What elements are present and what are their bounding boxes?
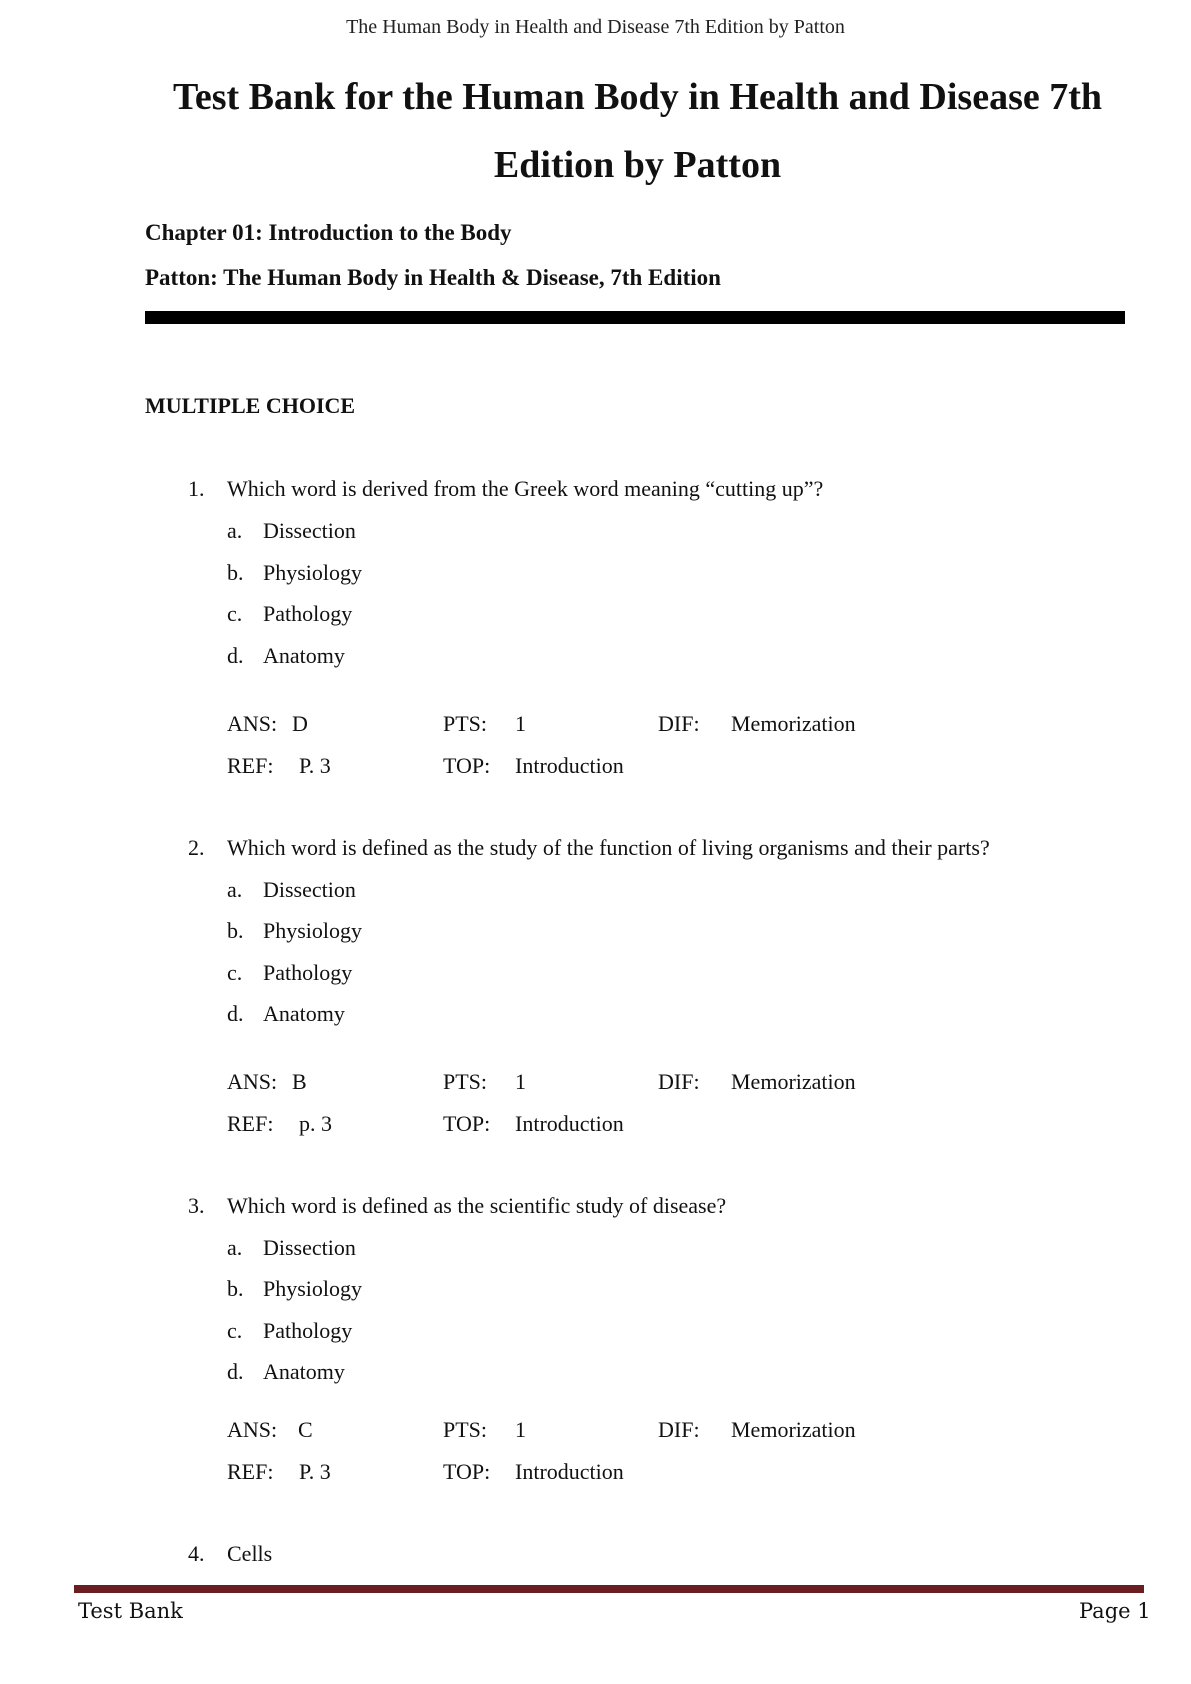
document-title-line-2: Edition by Patton bbox=[493, 144, 782, 186]
question-number: 1. bbox=[188, 476, 205, 501]
option-letter: c. bbox=[227, 601, 243, 626]
option-text: Anatomy bbox=[263, 643, 345, 668]
question-text: Which word is defined as the study of the function of living organisms and their parts? bbox=[227, 835, 990, 860]
option-text: Physiology bbox=[263, 1276, 363, 1301]
option-letter: b. bbox=[227, 560, 244, 585]
option-text: Dissection bbox=[263, 877, 356, 902]
answer-label: ANS: bbox=[227, 1417, 278, 1442]
difficulty-value: Memorization bbox=[731, 1069, 856, 1094]
topic-label: TOP: bbox=[443, 1459, 491, 1484]
option-letter: b. bbox=[227, 918, 244, 943]
document-title-line-1: Test Bank for the Human Body in Health and Disease 7th bbox=[172, 76, 1103, 118]
points-value: 1 bbox=[515, 1417, 526, 1442]
topic-value: Introduction bbox=[515, 1111, 624, 1136]
difficulty-value: Memorization bbox=[731, 1417, 856, 1442]
option-text: Dissection bbox=[263, 518, 356, 543]
option-text: Anatomy bbox=[263, 1001, 345, 1026]
running-header: The Human Body in Health and Disease 7th Edition by Patton bbox=[346, 16, 845, 38]
option-letter: a. bbox=[227, 518, 243, 543]
reference-value: p. 3 bbox=[299, 1111, 332, 1136]
difficulty-value: Memorization bbox=[731, 711, 856, 736]
answer-value: C bbox=[298, 1417, 313, 1442]
option-letter: d. bbox=[227, 1359, 244, 1384]
option-text: Physiology bbox=[263, 918, 363, 943]
option-text: Pathology bbox=[263, 601, 353, 626]
option-text: Dissection bbox=[263, 1235, 356, 1260]
topic-value: Introduction bbox=[515, 753, 624, 778]
option-letter: b. bbox=[227, 1276, 244, 1301]
answer-label: ANS: bbox=[227, 1069, 278, 1094]
points-label: PTS: bbox=[443, 711, 488, 736]
option-text: Physiology bbox=[263, 560, 363, 585]
reference-label: REF: bbox=[227, 753, 274, 778]
difficulty-label: DIF: bbox=[658, 1417, 700, 1442]
option-letter: c. bbox=[227, 1318, 243, 1343]
option-letter: c. bbox=[227, 960, 243, 985]
section-heading: MULTIPLE CHOICE bbox=[145, 393, 356, 418]
points-value: 1 bbox=[515, 711, 526, 736]
reference-value: P. 3 bbox=[299, 753, 331, 778]
reference-label: REF: bbox=[227, 1111, 274, 1136]
answer-label: ANS: bbox=[227, 711, 278, 736]
book-reference-heading: Patton: The Human Body in Health & Disease, 7th Edition bbox=[145, 265, 721, 290]
topic-label: TOP: bbox=[443, 1111, 491, 1136]
topic-label: TOP: bbox=[443, 753, 491, 778]
answer-value: B bbox=[292, 1069, 307, 1094]
chapter-heading: Chapter 01: Introduction to the Body bbox=[145, 220, 512, 245]
points-value: 1 bbox=[515, 1069, 526, 1094]
points-label: PTS: bbox=[443, 1417, 488, 1442]
points-label: PTS: bbox=[443, 1069, 488, 1094]
heading-divider bbox=[145, 311, 1125, 324]
reference-label: REF: bbox=[227, 1459, 274, 1484]
footer-divider bbox=[74, 1585, 1144, 1593]
question-number: 2. bbox=[188, 835, 205, 860]
option-letter: d. bbox=[227, 643, 244, 668]
option-letter: a. bbox=[227, 877, 243, 902]
difficulty-label: DIF: bbox=[658, 1069, 700, 1094]
page-number: Page 1 bbox=[1079, 1599, 1151, 1623]
reference-value: P. 3 bbox=[299, 1459, 331, 1484]
question-number: 4. bbox=[188, 1541, 205, 1566]
option-text: Pathology bbox=[263, 960, 353, 985]
option-letter: a. bbox=[227, 1235, 243, 1260]
option-letter: d. bbox=[227, 1001, 244, 1026]
topic-value: Introduction bbox=[515, 1459, 624, 1484]
option-text: Anatomy bbox=[263, 1359, 345, 1384]
question-text: Which word is derived from the Greek word meaning “cutting up”? bbox=[227, 476, 824, 501]
answer-value: D bbox=[292, 711, 308, 736]
difficulty-label: DIF: bbox=[658, 711, 700, 736]
question-text: Which word is defined as the scientific study of disease? bbox=[227, 1193, 727, 1218]
question-number: 3. bbox=[188, 1193, 205, 1218]
question-text: Cells bbox=[227, 1541, 273, 1566]
footer-label: Test Bank bbox=[78, 1599, 183, 1623]
option-text: Pathology bbox=[263, 1318, 353, 1343]
